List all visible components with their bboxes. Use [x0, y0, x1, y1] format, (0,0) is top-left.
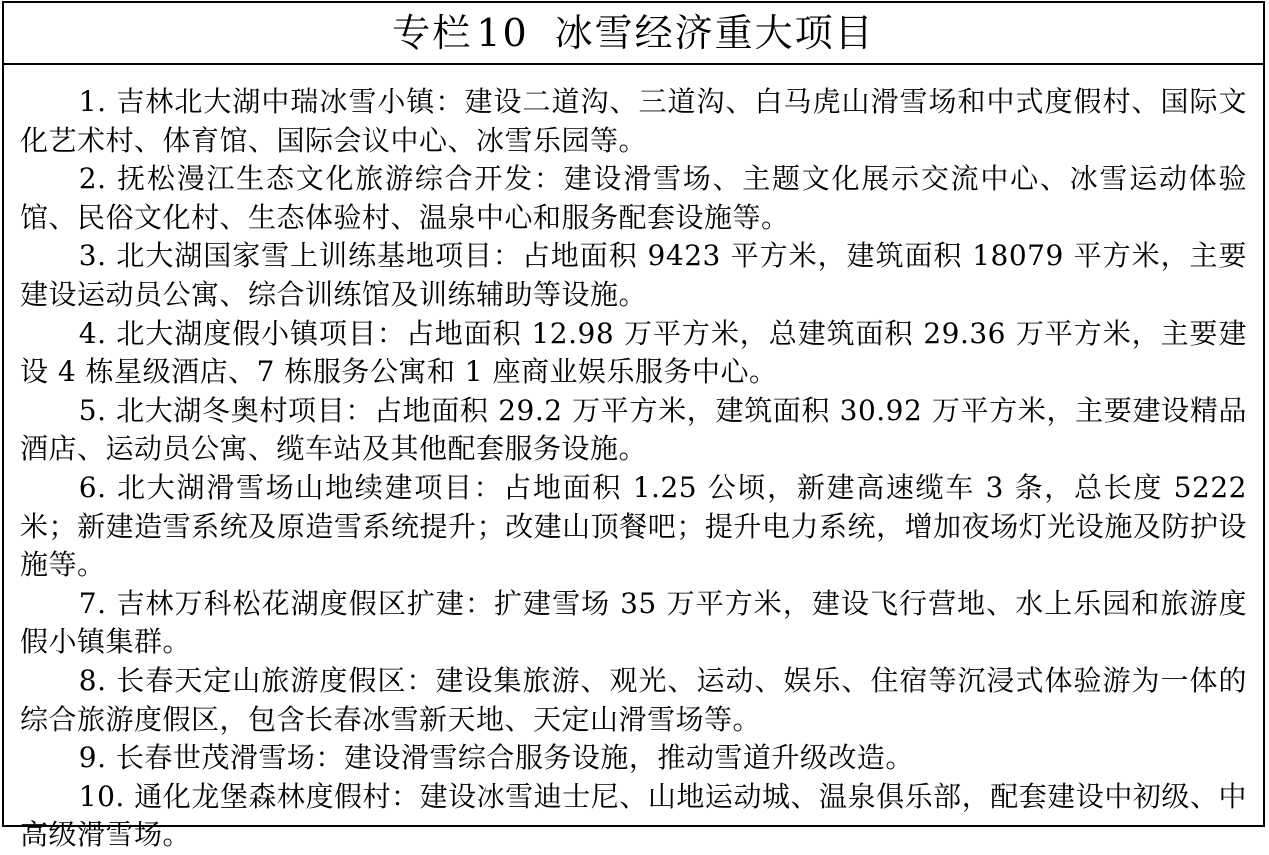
project-item-8: 8. 长春天定山旅游度假区：建设集旅游、观光、运动、娱乐、住宿等沉浸式体验游为一体的综合旅游度假区，包含长春冰雪新天地、天定山滑雪场等。 [20, 663, 1247, 736]
project-item-2: 2. 抚松漫江生态文化旅游综合开发：建设滑雪场、主题文化展示交流中心、冰雪运动体验馆、民俗文化村、生态体验村、温泉中心和服务配套设施等。 [20, 162, 1247, 234]
project-item-4: 4. 北大湖度假小镇项目：占地面积 12.98 万平方米，总建筑面积 29.36 万平方米，主要建设 4 栋星级酒店、7 栋服务公寓和 1 座商业娱乐服务中心。 [20, 316, 1247, 389]
project-list [20, 83, 1247, 855]
project-item-5: 5. 北大湖冬奥村项目：占地面积 29.2 万平方米，建筑面积 30.92 万平方米，主要建设精品酒店、运动员公寓、缆车站及其他配套服务设施。 [20, 393, 1247, 466]
column-title [4, 3, 1263, 65]
project-item-9: 9. 长春世茂滑雪场：建设滑雪综合服务设施，推动雪道升级改造。 [78, 741, 914, 775]
title-number: 10 [476, 11, 529, 55]
project-item-6: 6. 北大湖滑雪场山地续建项目：占地面积 1.25 公顷，新建高速缆车 3 条，总长度 5222 米；新建造雪系统及原造雪系统提升；改建山顶餐吧；提升电力系统，增加夜场灯光设施及防护设施等。 [20, 470, 1247, 582]
project-item-10: 10. 通化龙堡森林度假村：建设冰雪迪士尼、山地运动城、温泉俱乐部，配套建设中初级、中高级滑雪场。 [20, 779, 1247, 852]
title-prefix: 专栏 [392, 11, 473, 55]
project-item-7: 7. 吉林万科松花湖度假区扩建：扩建雪场 35 万平方米，建设飞行营地、水上乐园和旅游度假小镇集群。 [20, 586, 1247, 659]
project-item-3: 3. 北大湖国家雪上训练基地项目：占地面积 9423 平方米，建筑面积 18079 平方米，主要建设运动员公寓、综合训练馆及训练辅助等设施。 [20, 239, 1247, 311]
column-box [2, 1, 1265, 852]
title-text: 冰雪经济重大项目 [554, 11, 875, 55]
project-item-1: 1. 吉林北大湖中瑞冰雪小镇：建设二道沟、三道沟、白马虎山滑雪场和中式度假村、国际文化艺术村、体育馆、国际会议中心、冰雪乐园等。 [20, 85, 1247, 157]
